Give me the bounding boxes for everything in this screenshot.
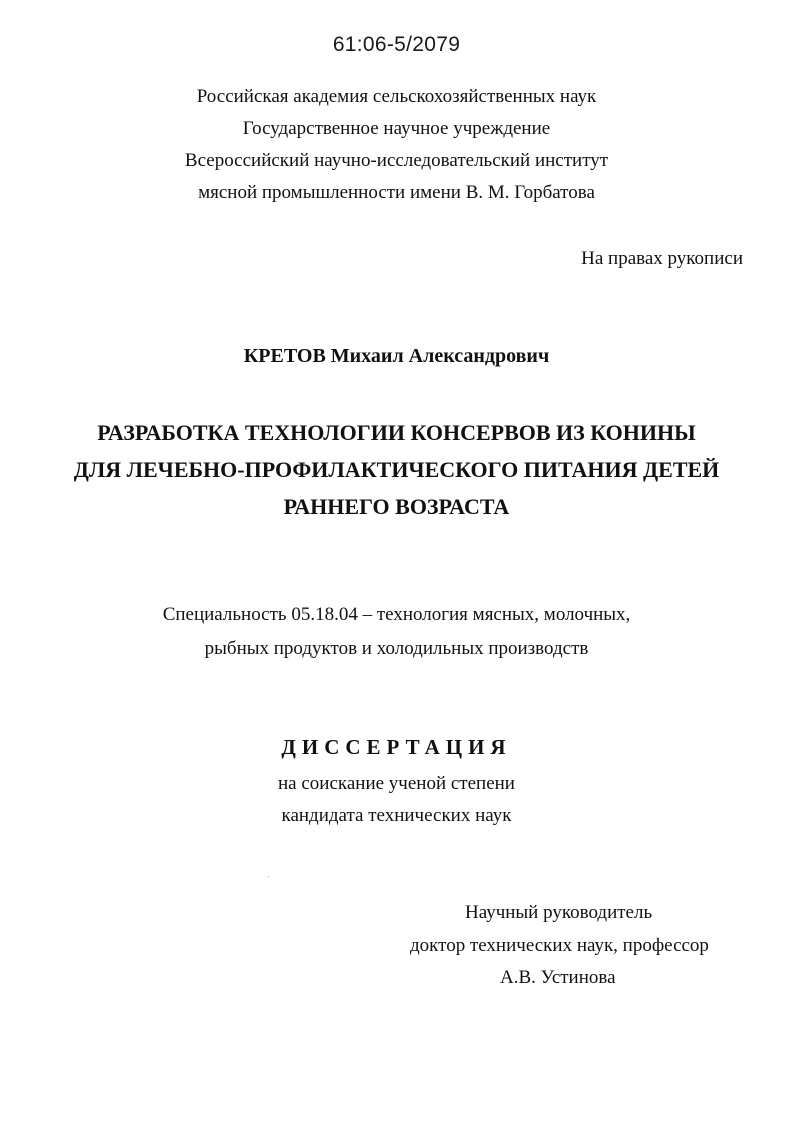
- specialty-line-1: Специальность 05.18.04 – технология мясных, молочных,: [162, 604, 631, 625]
- dissertation-title-line-1: РАЗРАБОТКА ТЕХНОЛОГИИ КОНСЕРВОВ ИЗ КОНИНЫ: [97, 420, 696, 445]
- document-type-heading: ДИССЕРТАЦИЯ: [281, 735, 512, 759]
- dissertation-title-line-2: ДЛЯ ЛЕЧЕБНО-ПРОФИЛАКТИЧЕСКОГО ПИТАНИЯ ДЕТЕЙ: [73, 457, 720, 482]
- catalog-number: 61:06-5/2079: [332, 33, 461, 56]
- supervisor-name: А.В. Устинова: [500, 967, 616, 988]
- institution-academy: Российская академия сельскохозяйственных наук: [196, 86, 597, 107]
- institution-name-continued: мясной промышленности имени В. М. Горбатова: [198, 182, 595, 203]
- institution-type: Государственное научное учреждение: [242, 118, 551, 139]
- dissertation-title-line-3: РАННЕГО ВОЗРАСТА: [283, 494, 510, 519]
- supervisor-role: Научный руководитель: [465, 902, 653, 923]
- scan-speck: [268, 876, 269, 877]
- manuscript-rights-note: На правах рукописи: [581, 248, 743, 269]
- degree-line-2: кандидата технических наук: [281, 805, 512, 826]
- specialty-line-2: рыбных продуктов и холодильных производств: [204, 638, 589, 659]
- degree-line-1: на соискание ученой степени: [278, 773, 515, 794]
- supervisor-credentials: доктор технических наук, профессор: [410, 935, 709, 956]
- author-name: КРЕТОВ Михаил Александрович: [243, 345, 550, 367]
- institution-name: Всероссийский научно-исследовательский институт: [184, 150, 609, 171]
